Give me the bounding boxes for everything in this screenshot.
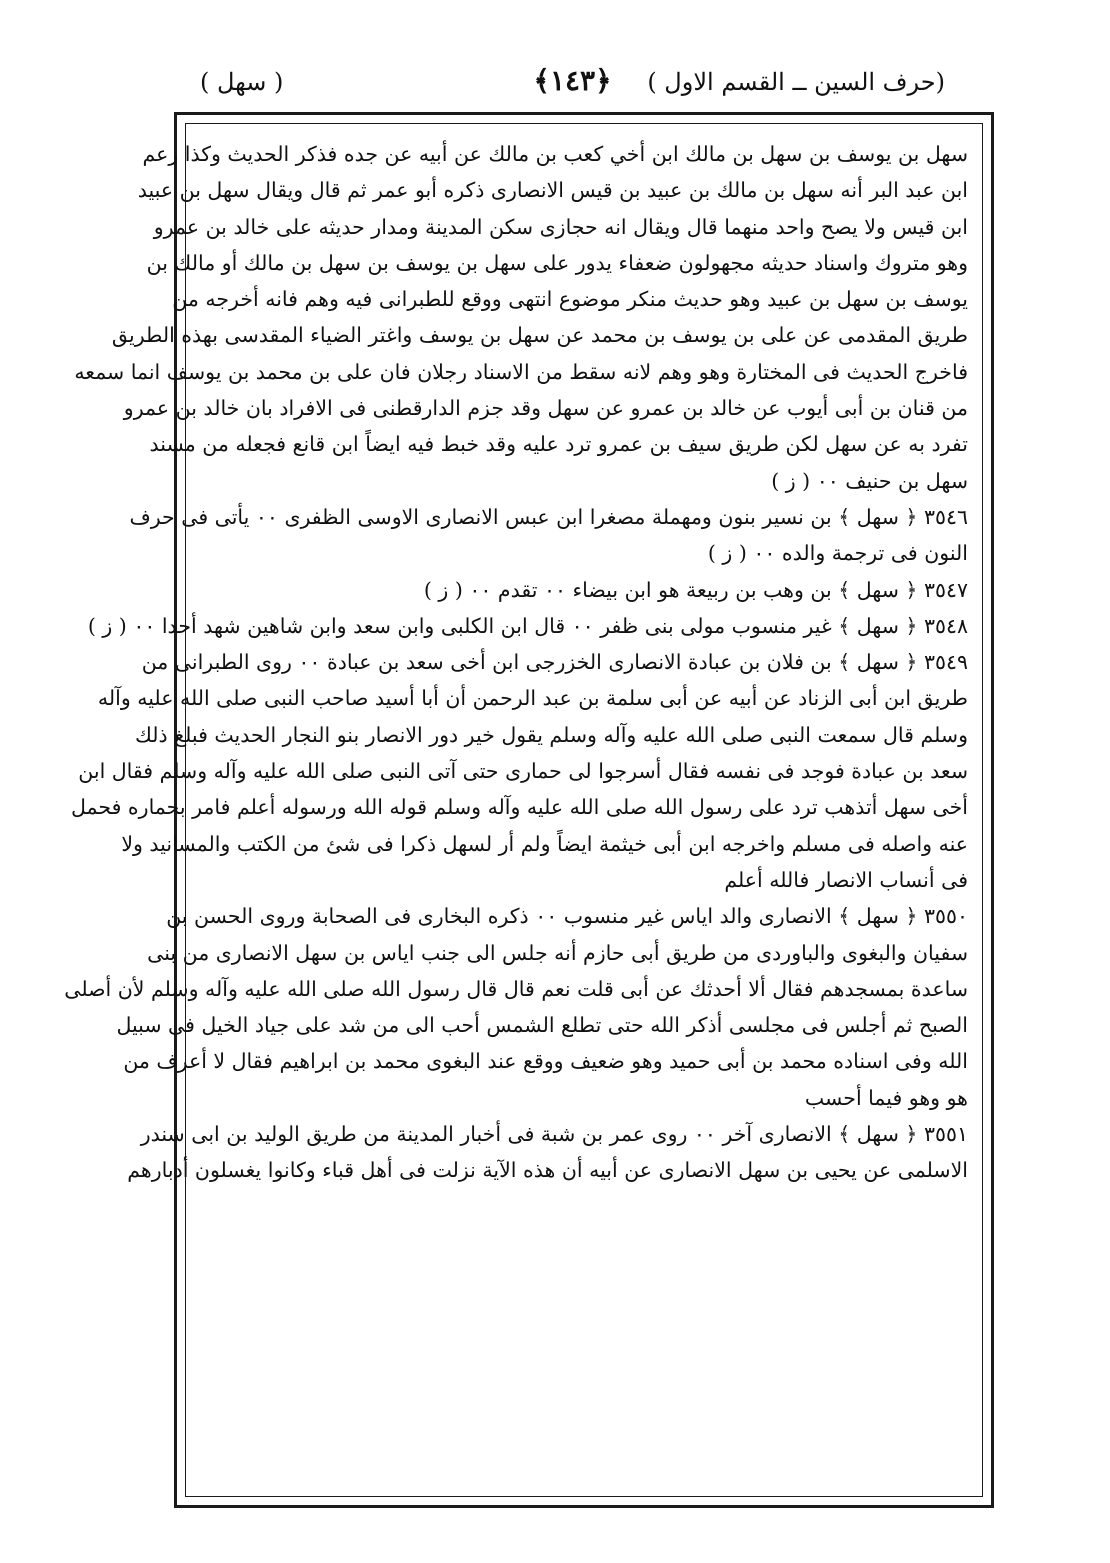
text-line: فاخرج الحديث فى المختارة وهو وهم لانه سقط من الاسناد رجلان فان على بن محمد بن يوسف انما سمعه — [74, 359, 968, 384]
entry-3549: ٣٥٤٩ ﴿ سهل ﴾ بن فلان بن عبادة الانصارى الخزرجى ابن أخى سعد بن عبادة ٠٠ روى الطبرانى من — [141, 650, 968, 675]
page-frame — [64, 112, 994, 1508]
text-line: عنه واصله فى مسلم واخرجه ابن أبى خيثمة ايضاً ولم أر لسهل ذكرا فى شئ من الكتب والمسانيد ولا — [121, 831, 968, 856]
entry-3547: ٣٥٤٧ ﴿ سهل ﴾ بن وهب بن ربيعة هو ابن بيضاء ٠٠ تقدم ٠٠ ( ز ) — [423, 577, 968, 602]
text-line: سهل بن يوسف بن سهل بن مالك ابن أخي كعب بن مالك عن أبيه عن جده فذكر الحديث وكذا زعم — [142, 142, 968, 166]
text-line: ساعدة بمسجدهم فقال ألا أحدثك عن أبى قلت نعم قال قال رسول الله صلى الله عليه وآله وسلم لأن أصلى — [64, 976, 968, 1001]
page-frame-inner — [64, 123, 983, 1497]
text-line: فى أنساب الانصار فالله أعلم — [724, 867, 968, 892]
entry-3548: ٣٥٤٨ ﴿ سهل ﴾ غير منسوب مولى بنى ظفر ٠٠ قال ابن الكلبى وابن سعد وابن شاهين شهد أحدا ٠٠ ( ز ) — [87, 613, 968, 638]
text-line: ابن قيس ولا يصح واحد منهما قال ويقال انه حجازى سكن المدينة ومدار حديثه على خالد بن عمرو — [153, 214, 968, 239]
text-line: الله وفى اسناده محمد بن أبى حميد وهو ضعيف ووقع عند البغوى محمد بن ابراهيم فقال لا أعرف من — [123, 1049, 968, 1074]
entry-3551: ٣٥٥١ ﴿ سهل ﴾ الانصارى آخر ٠٠ روى عمر بن شبة فى أخبار المدينة من طريق الوليد بن ابى سندر — [140, 1122, 968, 1147]
text-line: سفيان والبغوى والباوردى من طريق أبى حازم أنه جلس الى جنب اياس بن سهل الانصارى من بنى — [147, 940, 968, 965]
entry-3546: ٣٥٤٦ ﴿ سهل ﴾ بن نسير بنون ومهملة مصغرا ابن عبس الانصارى الاوسى الظفرى ٠٠ يأتى فى حرف — [129, 504, 968, 529]
text-line: أخى سهل أتذهب ترد على رسول الله صلى الله عليه وآله وسلم قوله الله ورسوله أعلم فامر بحماره فحمل — [71, 795, 968, 820]
text-line: الاسلمى عن يحيى بن سهل الانصارى عن أبيه أن هذه الآية نزلت فى أهل قباء وكانوا يغسلون أدبارهم — [127, 1158, 968, 1183]
text-line: وهو متروك واسناد حديثه مجهولون ضعفاء يدور على سهل بن يوسف بن سهل بن مالك أو مالك بن — [146, 250, 968, 275]
text-line: تفرد به عن سهل لكن طريق سيف بن عمرو ترد عليه وقد خبط فيه ايضاً ابن قانع فجعله من مسند — [149, 432, 968, 457]
text-line: الصبح ثم أجلس فى مجلسى أذكر الله حتى تطلع الشمس أحب الى من شد على جياد الخيل فى سبيل — [116, 1013, 968, 1038]
body-text — [64, 136, 968, 1189]
text-line: من قنان بن أبى أيوب عن خالد بن عمرو عن سهل وقد جزم الدارقطنى فى الافراد بان خالد بن عمرو — [123, 396, 968, 421]
text-line: سهل بن حنيف ٠٠ ( ز ) — [771, 468, 968, 493]
text-line: طريق المقدمى عن على بن يوسف بن محمد عن سهل بن يوسف واغتر الضياء المقدسى بهذه الطريق — [111, 323, 968, 348]
text-line: النون فى ترجمة والده ٠٠ ( ز ) — [707, 541, 968, 566]
entry-3550: ٣٥٥٠ ﴿ سهل ﴾ الانصارى والد اياس غير منسوب ٠٠ ذكره البخارى فى الصحابة وروى الحسن بن — [166, 904, 968, 929]
page-number: ﴿١٤٣﴾ — [533, 64, 612, 97]
text-line: سعد بن عبادة فوجد فى نفسه فقال أسرجوا لى حمارى حتى آتى النبى صلى الله عليه وآله وسلم فقال ابن — [78, 759, 968, 784]
text-line: ابن عبد البر أنه سهل بن مالك بن عبيد بن قيس الانصارى ذكره أبو عمر ثم قال ويقال سهل بن عبيد — [137, 178, 968, 203]
running-head-title: (حرف السين ــ القسم الاول ) — [647, 68, 945, 96]
text-line: يوسف بن سهل بن عبيد وهو حديث منكر موضوع انتهى ووقع للطبرانى فيه وهم فانه أخرجه من — [172, 287, 968, 312]
text-line: هو وهو فيما أحسب — [804, 1085, 968, 1110]
running-head-entry: ( سهل ) — [200, 68, 284, 96]
text-line: وسلم قال سمعت النبى صلى الله عليه وآله وسلم يقول خير دور الانصار بنو النجار الحديث فبلغ ذلك — [135, 722, 968, 747]
running-head — [200, 62, 945, 112]
text-line: طريق ابن أبى الزناد عن أبيه عن أبى سلمة بن عبد الرحمن أن أبا أسيد صاحب النبى صلى الله عليه وآله — [97, 686, 968, 711]
